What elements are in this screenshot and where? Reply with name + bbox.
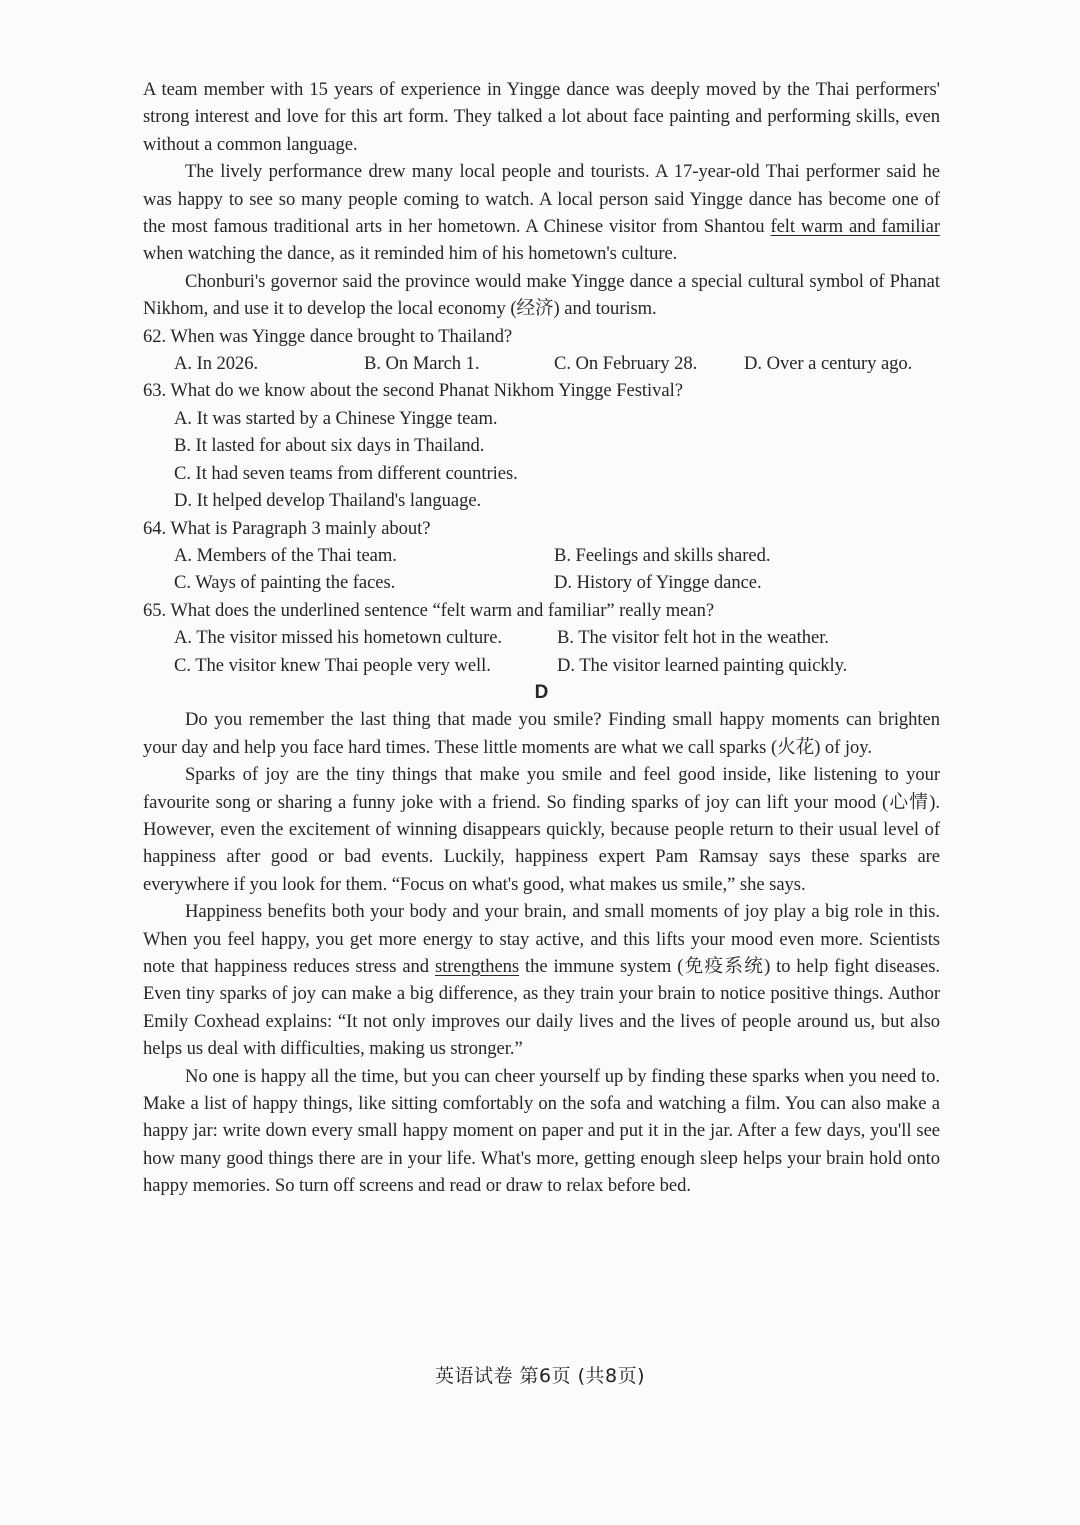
underlined-phrase: felt warm and familiar (770, 216, 940, 238)
passage-c-paragraph-1: A team member with 15 years of experience in Yingge dance was deeply moved by the Thai performers' strong interest and love for this art form. They talked a lot about face painting and performing skills, even without a common language. (143, 79, 940, 155)
question-62 (143, 323, 940, 378)
option-c: C. The visitor knew Thai people very well. (174, 654, 491, 676)
passage-c-paragraph-2 (143, 158, 940, 268)
passage-c-paragraph-3: Chonburi's governor said the province would make Yingge dance a special cultural symbol of Phanat Nikhom, and use it to develop the local economy (经济) and tourism. (143, 270, 940, 320)
option-c: C. Ways of painting the faces. (174, 572, 396, 594)
option-a: A. In 2026. (174, 353, 259, 375)
question-62-stem: 62. When was Yingge dance brought to Thailand? (143, 325, 513, 347)
option-d: D. History of Yingge dance. (554, 572, 762, 594)
option-d: D. Over a century ago. (744, 353, 913, 375)
question-64-options (143, 542, 940, 597)
option-d: D. It helped develop Thailand's language. (174, 490, 482, 512)
option-c: C. It had seven teams from different countries. (174, 462, 518, 484)
section-d-heading: D (534, 681, 549, 703)
passage-d-paragraph-3-text-before: Happiness benefits both your body and your brain, and small moments of joy play a big role in this. When you feel happy, you get more energy to stay active, and this lifts your mood even more. Scientists note that happiness reduces stress and (143, 901, 940, 977)
question-64 (143, 515, 940, 597)
passage-d-paragraph-1: Do you remember the last thing that made you smile? Finding small happy moments can brighten your day and help you face hard times. These little moments are what we call sparks (火花) of joy. (143, 709, 940, 758)
page-footer: 英语试卷 第6页 (共8页) (434, 1365, 646, 1387)
question-64-stem: 64. What is Paragraph 3 mainly about? (143, 517, 431, 539)
question-63-stem: 63. What do we know about the second Phanat Nikhom Yingge Festival? (143, 380, 683, 402)
passage-c-paragraph-2-text-before: The lively performance drew many local people and tourists. A 17-year-old Thai performer said he was happy to see so many people coming to watch. A local person said Yingge dance has become one of the most famous traditional arts in her hometown. A Chinese visitor from Shantou (143, 161, 940, 238)
option-a: A. The visitor missed his hometown culture. (174, 627, 503, 649)
option-d: D. The visitor learned painting quickly. (557, 654, 848, 676)
passage-d-paragraph-3 (143, 898, 940, 1062)
option-b: B. It lasted for about six days in Thailand. (174, 435, 485, 457)
passage-c-paragraph-2-text-after: when watching the dance, as it reminded him of his hometown's culture. (143, 243, 678, 265)
question-63 (143, 377, 940, 514)
option-c: C. On February 28. (554, 353, 698, 375)
passage-d-paragraph-4: No one is happy all the time, but you can cheer yourself up by finding these sparks when you need to. Make a list of happy things, like sitting comfortably on the sofa and watching a film. You can also make a happy jar: write down every small happy moment on paper and put it in the jar. After a few days, you'll see how many good things there are in your life. What's more, getting enough sleep helps your brain hold onto happy memories. So turn off screens and read or draw to relax before bed. (143, 1065, 940, 1197)
question-65-stem: 65. What does the underlined sentence “felt warm and familiar” really mean? (143, 599, 715, 621)
passage-d-paragraph-2: Sparks of joy are the tiny things that make you smile and feel good inside, like listening to your favourite song or sharing a funny joke with a friend. So finding sparks of joy can lift your mood (心情). However, even the excitement of winning disappears quickly, because people return to their usual level of happiness after good or bad events. Luckily, happiness expert Pam Ramsay says these sparks are everywhere if you look for them. “Focus on what's good, what makes us smile,” she says. (143, 764, 940, 895)
exam-page (143, 76, 940, 1200)
option-b: B. On March 1. (364, 353, 480, 375)
option-b: B. The visitor felt hot in the weather. (557, 627, 829, 649)
question-65 (143, 597, 940, 679)
option-a: A. It was started by a Chinese Yingge team. (174, 407, 498, 429)
underlined-word: strengthens (434, 956, 520, 977)
question-65-options (143, 624, 940, 679)
passage-d-paragraph-3-text-after: the immune system (免疫系统) to help fight diseases. Even tiny sparks of joy can make a big difference, as they train your brain to notice positive things. Author Emily Coxhead explains: “It not only improves our daily lives and the lives of people around us, but also helps us deal with difficulties, making us stronger.” (143, 956, 940, 1060)
option-a: A. Members of the Thai team. (174, 544, 397, 566)
question-62-options (143, 350, 940, 377)
option-b: B. Feelings and skills shared. (554, 544, 771, 566)
